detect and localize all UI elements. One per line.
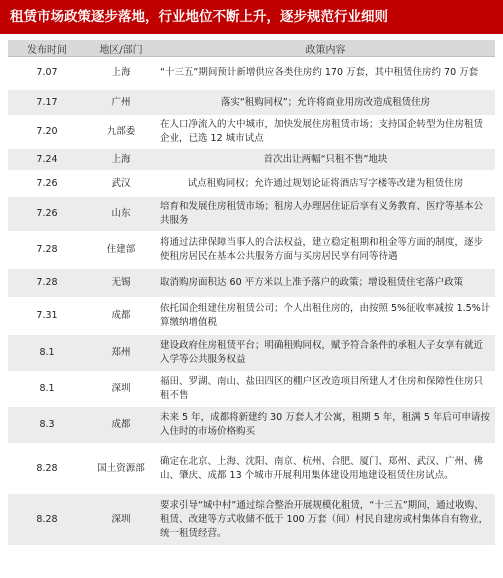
row-region: 成都 — [86, 407, 156, 444]
row-region: 上海 — [86, 57, 156, 90]
policy-table — [8, 40, 495, 546]
row-date: 7.24 — [8, 149, 86, 171]
table-row — [8, 494, 495, 546]
row-region: 无锡 — [86, 269, 156, 298]
row-content: 依托国企组建住房租赁公司；个人出租住房的，由按照 5%征收率减按 1.5%计算缴纳增值税 — [156, 298, 495, 335]
header-region: 地区/部门 — [86, 40, 156, 57]
row-content: 落实“租购同权”；允许将商业用房改造成租赁住房 — [156, 90, 495, 116]
row-region: 九部委 — [86, 116, 156, 149]
row-content: “十三五”期间预计新增供应各类住房约 170 万套，其中租赁住房约 70 万套 — [156, 57, 495, 90]
row-region: 上海 — [86, 149, 156, 171]
row-date: 7.26 — [8, 197, 86, 232]
table-row — [8, 335, 495, 372]
table-row — [8, 232, 495, 269]
row-date: 8.1 — [8, 335, 86, 372]
table-row — [8, 407, 495, 444]
table-row — [8, 298, 495, 335]
header-date: 发布时间 — [8, 40, 86, 57]
row-content: 福田、罗湖、南山、盐田四区的棚户区改造项目所建人才住房和保障性住房只租不售 — [156, 372, 495, 407]
table-row — [8, 90, 495, 116]
table-row — [8, 57, 495, 90]
row-date: 7.28 — [8, 232, 86, 269]
row-content: 确定在北京、上海、沈阳、南京、杭州、合肥、厦门、郑州、武汉、广州、佛山、肇庆、成都 13 个城市开展利用集体建设用地建设租赁住房试点。 — [156, 444, 495, 494]
table-header — [8, 40, 495, 57]
row-date: 7.17 — [8, 90, 86, 116]
header-content: 政策内容 — [156, 40, 495, 57]
row-date: 8.1 — [8, 372, 86, 407]
row-date: 8.3 — [8, 407, 86, 444]
row-region: 深圳 — [86, 494, 156, 546]
table-row — [8, 269, 495, 298]
row-content: 建设政府住房租赁平台；明确租购同权，赋予符合条件的承租人子女享有就近入学等公共服务权益 — [156, 335, 495, 372]
row-date: 7.31 — [8, 298, 86, 335]
row-region: 国土资源部 — [86, 444, 156, 494]
row-region: 成都 — [86, 298, 156, 335]
table-row — [8, 372, 495, 407]
table-row — [8, 171, 495, 197]
row-content: 首次出让两幅“只租不售”地块 — [156, 149, 495, 171]
row-content: 将通过法律保障当事人的合法权益，建立稳定租期和租金等方面的制度，逐步使租房居民在基本公共服务方面与买房居民享有同等待遇 — [156, 232, 495, 269]
row-date: 7.28 — [8, 269, 86, 298]
row-content: 在人口净流入的大中城市，加快发展住房租赁市场；支持国企转型为住房租赁企业，已选 12 城市试点 — [156, 116, 495, 149]
page-title: 租赁市场政策逐步落地，行业地位不断上升，逐步规范行业细则 — [0, 0, 503, 34]
row-content: 要求引导“城中村”通过综合整治开展规模化租赁，“十三五”期间，通过收购、租赁、改建等方式收储不低于 100 万套（间）村民自建房或村集体自有物业，统一租赁经营。 — [156, 494, 495, 546]
row-date: 8.28 — [8, 444, 86, 494]
row-date: 7.26 — [8, 171, 86, 197]
row-region: 广州 — [86, 90, 156, 116]
table-row — [8, 149, 495, 171]
row-content: 未来 5 年，成都将新建约 30 万套人才公寓，租期 5 年，租满 5 年后可申请按入住时的市场价格购买 — [156, 407, 495, 444]
table-row — [8, 116, 495, 149]
row-region: 山东 — [86, 197, 156, 232]
row-region: 武汉 — [86, 171, 156, 197]
row-content: 试点租购同权；允许通过规划论证将酒店写字楼等改建为租赁住房 — [156, 171, 495, 197]
row-region: 深圳 — [86, 372, 156, 407]
row-content: 培育和发展住房租赁市场；租房人办理居住证后享有义务教育、医疗等基本公共服务 — [156, 197, 495, 232]
table-body — [8, 57, 495, 546]
row-region: 郑州 — [86, 335, 156, 372]
row-date: 7.07 — [8, 57, 86, 90]
row-date: 8.28 — [8, 494, 86, 546]
table-row — [8, 197, 495, 232]
row-region: 住建部 — [86, 232, 156, 269]
row-date: 7.20 — [8, 116, 86, 149]
table-row — [8, 444, 495, 494]
row-content: 取消购房面积达 60 平方米以上准予落户的政策；增设租赁住宅落户政策 — [156, 269, 495, 298]
